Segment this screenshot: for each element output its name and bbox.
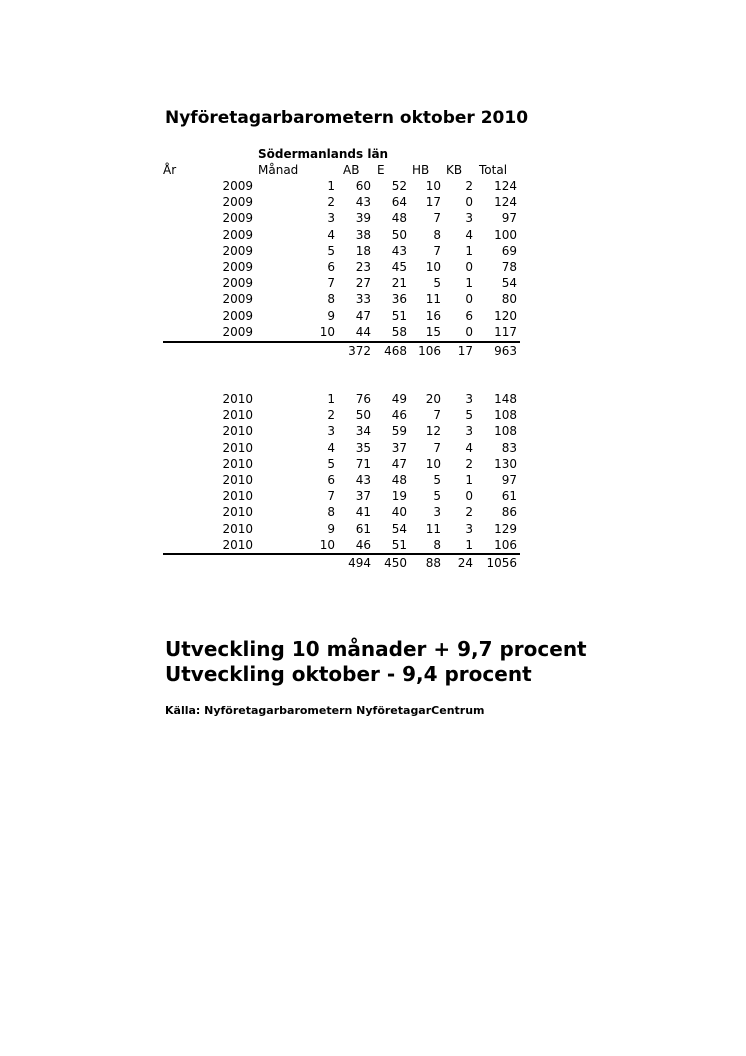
cell-hb: 3	[433, 505, 441, 520]
cell-kb: 1	[465, 537, 473, 552]
cell-year: 2009	[222, 260, 253, 274]
cell-month: 9	[327, 521, 335, 536]
cell-kb: 0	[465, 292, 473, 307]
sum-e-2009: 468	[384, 344, 407, 358]
cell-ab: 18	[355, 243, 371, 258]
cell-ab: 71	[355, 456, 371, 471]
cell-kb: 4	[465, 440, 473, 455]
cell-total: 117	[494, 324, 517, 339]
table-row	[163, 324, 520, 340]
cell-hb: 10	[425, 456, 441, 471]
cell-e: 54	[391, 521, 407, 536]
sum-e-2010: 450	[384, 556, 407, 570]
cell-month: 3	[327, 211, 335, 226]
cell-total: 61	[501, 489, 517, 504]
table-row	[163, 488, 520, 504]
cell-e: 48	[391, 473, 407, 487]
header-e: E	[377, 163, 385, 177]
cell-total: 106	[494, 537, 517, 552]
document-title: Nyföretagarbarometern oktober 2010	[165, 108, 529, 128]
cell-total: 97	[501, 211, 517, 226]
header-total: Total	[479, 163, 508, 177]
sum-kb-2010: 24	[457, 556, 473, 570]
cell-month: 4	[327, 440, 335, 455]
cell-year: 2010	[222, 489, 253, 504]
cell-year: 2009	[222, 276, 253, 291]
table-row	[163, 178, 520, 194]
cell-kb: 2	[465, 456, 473, 471]
cell-month: 10	[319, 537, 335, 552]
cell-ab: 44	[355, 324, 371, 339]
cell-total: 54	[501, 276, 517, 291]
cell-year: 2009	[222, 292, 253, 307]
cell-e: 50	[391, 227, 407, 242]
table-row	[163, 210, 520, 226]
table-row	[163, 456, 520, 472]
cell-kb: 1	[465, 243, 473, 258]
cell-month: 10	[319, 324, 335, 339]
cell-total: 129	[494, 521, 517, 536]
cell-ab: 61	[355, 521, 371, 536]
cell-month: 1	[327, 179, 335, 193]
cell-e: 19	[391, 489, 407, 504]
cell-ab: 41	[355, 505, 371, 520]
cell-hb: 8	[433, 227, 441, 242]
cell-kb: 1	[465, 473, 473, 487]
sum-hb-2010: 88	[425, 556, 441, 570]
cell-total: 108	[494, 408, 517, 423]
header-kb: KB	[446, 163, 463, 177]
sum-row-2009	[163, 343, 520, 359]
cell-e: 43	[391, 243, 407, 258]
cell-hb: 10	[425, 179, 441, 193]
cell-kb: 2	[465, 505, 473, 520]
cell-total: 148	[494, 392, 517, 406]
table-row	[163, 243, 520, 259]
table-row	[163, 504, 520, 520]
cell-ab: 47	[355, 308, 371, 323]
cell-month: 2	[327, 408, 335, 423]
cell-hb: 11	[425, 292, 441, 307]
cell-hb: 17	[425, 195, 441, 210]
cell-e: 48	[391, 211, 407, 226]
cell-total: 108	[494, 424, 517, 439]
cell-e: 46	[391, 408, 407, 423]
cell-hb: 8	[433, 537, 441, 552]
cell-month: 8	[327, 292, 335, 307]
cell-hb: 20	[425, 392, 441, 406]
cell-ab: 60	[355, 179, 371, 193]
cell-month: 7	[327, 276, 335, 291]
table-row	[163, 227, 520, 243]
sum-kb-2009: 17	[457, 344, 473, 358]
cell-e: 51	[391, 537, 407, 552]
cell-year: 2010	[222, 456, 253, 471]
table-row	[163, 440, 520, 456]
table-row	[163, 259, 520, 275]
cell-e: 49	[391, 392, 407, 406]
sum-total-2010: 1056	[486, 556, 517, 570]
cell-year: 2009	[222, 243, 253, 258]
cell-e: 52	[391, 179, 407, 193]
cell-total: 69	[501, 243, 517, 258]
cell-e: 40	[391, 505, 407, 520]
cell-ab: 23	[355, 260, 371, 274]
cell-hb: 10	[425, 260, 441, 274]
cell-e: 36	[391, 292, 407, 307]
cell-kb: 0	[465, 195, 473, 210]
table-row	[163, 308, 520, 324]
cell-total: 80	[501, 292, 517, 307]
cell-e: 47	[391, 456, 407, 471]
cell-e: 37	[391, 440, 407, 455]
cell-ab: 43	[355, 195, 371, 210]
cell-hb: 5	[433, 276, 441, 291]
sum-row-2010	[163, 555, 520, 571]
table-row	[163, 537, 520, 553]
header-month: Månad	[258, 163, 299, 177]
sum-ab-2009: 372	[348, 344, 371, 358]
cell-hb: 11	[425, 521, 441, 536]
cell-hb: 5	[433, 473, 441, 487]
cell-total: 86	[501, 505, 517, 520]
table-row	[163, 407, 520, 423]
cell-month: 2	[327, 195, 335, 210]
cell-ab: 27	[355, 276, 371, 291]
source-note: Källa: Nyföretagarbarometern NyföretagarCentrum	[165, 704, 485, 717]
cell-kb: 0	[465, 489, 473, 504]
cell-year: 2010	[222, 537, 253, 552]
cell-ab: 37	[355, 489, 371, 504]
table-row	[163, 194, 520, 210]
cell-hb: 12	[425, 424, 441, 439]
cell-month: 9	[327, 308, 335, 323]
cell-e: 64	[391, 195, 407, 210]
cell-kb: 3	[465, 424, 473, 439]
cell-hb: 7	[433, 440, 441, 455]
cell-hb: 16	[425, 308, 441, 323]
cell-ab: 38	[355, 227, 371, 242]
cell-e: 51	[391, 308, 407, 323]
cell-kb: 3	[465, 521, 473, 536]
cell-kb: 6	[465, 308, 473, 323]
cell-total: 124	[494, 195, 517, 210]
sum-total-2009: 963	[494, 344, 517, 358]
cell-ab: 35	[355, 440, 371, 455]
cell-kb: 0	[465, 324, 473, 339]
table-row	[163, 275, 520, 291]
cell-ab: 33	[355, 292, 371, 307]
cell-month: 5	[327, 243, 335, 258]
cell-month: 5	[327, 456, 335, 471]
cell-year: 2010	[222, 440, 253, 455]
cell-month: 8	[327, 505, 335, 520]
cell-year: 2009	[222, 211, 253, 226]
cell-hb: 7	[433, 408, 441, 423]
cell-e: 59	[391, 424, 407, 439]
cell-year: 2010	[222, 392, 253, 406]
header-year: År	[163, 163, 177, 177]
cell-kb: 3	[465, 211, 473, 226]
table-row	[163, 423, 520, 439]
cell-month: 6	[327, 260, 335, 274]
cell-hb: 7	[433, 243, 441, 258]
cell-total: 100	[494, 227, 517, 242]
cell-year: 2010	[222, 473, 253, 487]
cell-year: 2010	[222, 505, 253, 520]
cell-total: 124	[494, 179, 517, 193]
table-row	[163, 391, 520, 407]
cell-year: 2010	[222, 521, 253, 536]
cell-total: 78	[501, 260, 517, 274]
cell-e: 45	[391, 260, 407, 274]
cell-month: 7	[327, 489, 335, 504]
cell-kb: 0	[465, 260, 473, 274]
header-hb: HB	[412, 163, 430, 177]
growth-10-months: Utveckling 10 månader + 9,7 procent	[165, 637, 587, 661]
cell-ab: 50	[355, 408, 371, 423]
cell-year: 2010	[222, 408, 253, 423]
table-row	[163, 291, 520, 307]
cell-year: 2009	[222, 227, 253, 242]
cell-year: 2009	[222, 324, 253, 339]
cell-year: 2009	[222, 308, 253, 323]
cell-total: 97	[501, 473, 517, 487]
growth-october: Utveckling oktober - 9,4 procent	[165, 662, 532, 686]
cell-kb: 2	[465, 179, 473, 193]
cell-hb: 7	[433, 211, 441, 226]
table-row	[163, 521, 520, 537]
header-ab: AB	[343, 163, 360, 177]
cell-total: 83	[501, 440, 517, 455]
region-label: Södermanlands län	[258, 147, 389, 161]
sum-hb-2009: 106	[418, 344, 441, 358]
cell-kb: 3	[465, 392, 473, 406]
sum-ab-2010: 494	[348, 556, 371, 570]
cell-month: 1	[327, 392, 335, 406]
cell-ab: 39	[355, 211, 371, 226]
table-row	[163, 472, 520, 488]
cell-ab: 34	[355, 424, 371, 439]
cell-e: 21	[391, 276, 407, 291]
cell-kb: 1	[465, 276, 473, 291]
cell-e: 58	[391, 324, 407, 339]
cell-month: 4	[327, 227, 335, 242]
cell-year: 2009	[222, 179, 253, 193]
cell-month: 3	[327, 424, 335, 439]
cell-kb: 4	[465, 227, 473, 242]
cell-month: 6	[327, 473, 335, 487]
cell-ab: 43	[355, 473, 371, 487]
cell-year: 2010	[222, 424, 253, 439]
cell-total: 130	[494, 456, 517, 471]
cell-hb: 5	[433, 489, 441, 504]
cell-total: 120	[494, 308, 517, 323]
cell-ab: 46	[355, 537, 371, 552]
cell-hb: 15	[425, 324, 441, 339]
cell-ab: 76	[355, 392, 371, 406]
cell-kb: 5	[465, 408, 473, 423]
cell-year: 2009	[222, 195, 253, 210]
